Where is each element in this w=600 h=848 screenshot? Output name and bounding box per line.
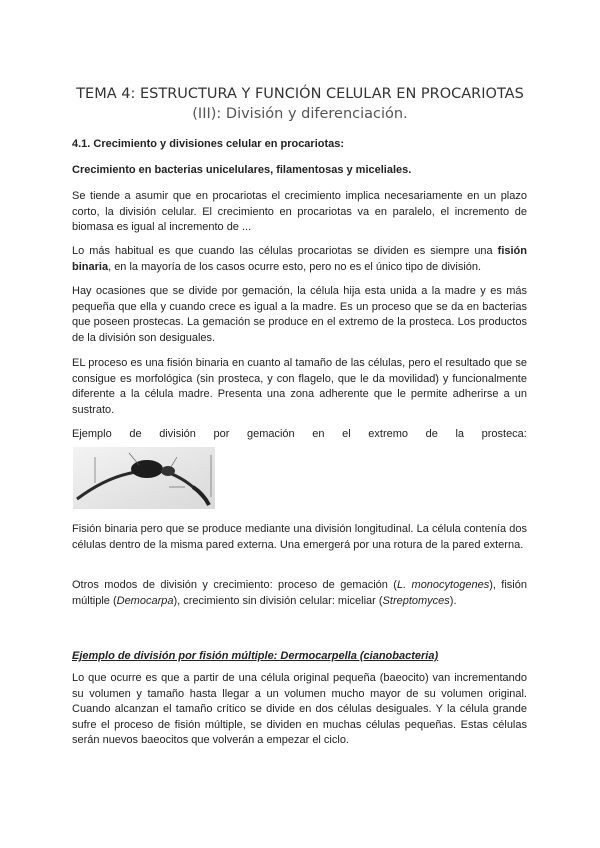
example-word: el bbox=[342, 428, 351, 440]
paragraph-3: Hay ocasiones que se divide por gemación, la célula hija esta unida a la madre y es más pequeña que ella y cuando crece es igual a la madre. Es un proceso que se da en bacterias que poseen prostecas. La gemación se produce en el extremo de la prosteca. Los productos de la división son desiguales. bbox=[72, 285, 527, 344]
paragraph-6-text: ), crecimiento sin división celular: miceliar ( bbox=[173, 594, 383, 607]
paragraph-6-text: Otros modos de división y crecimiento: proceso de gemación ( bbox=[72, 579, 397, 591]
paragraph-2-text-end: , en la mayoría de los casos ocurre esto, pero no es el único tipo de división. bbox=[108, 260, 482, 273]
title-line-2: (III): División y diferenciación. bbox=[192, 106, 408, 122]
example-word: gemación bbox=[246, 428, 295, 440]
example-word: de bbox=[129, 428, 142, 440]
example-line bbox=[72, 427, 527, 443]
paragraph-7: Lo que ocurre es que a partir de una célula original pequeña (baeocito) van incrementando su volumen y tamaño hasta llegar a un volumen mucho mayor de su volumen original. Cuando alcanzan el tamaño crítico se divide en dos células desiguales. Y la célula grande sufre el proceso de fisión múltiple, se dividen en muchas células pequeñas. Estas células serán nuevos baeocitos que volverán a empezar el ciclo. bbox=[72, 672, 527, 746]
example-word: prosteca: bbox=[481, 428, 527, 440]
paragraph-2 bbox=[72, 244, 527, 275]
paragraph-5: Fisión binaria pero que se produce mediante una división longitudinal. La célula contenía dos células dentro de la misma pared externa. Una emergerá por una rotura de la pared externa. bbox=[72, 523, 527, 551]
example-word: la bbox=[455, 428, 465, 440]
budding-micrograph-image bbox=[73, 447, 215, 509]
paragraph-6-text: ). bbox=[449, 594, 457, 607]
paragraph-2-text: Lo más habitual es que cuando las células procariotas se dividen es siempre una bbox=[72, 245, 498, 257]
section-heading: 4.1. Crecimiento y divisiones celular en procariotas: bbox=[72, 138, 345, 150]
example-word: Ejemplo bbox=[72, 428, 112, 440]
section-subheading: Crecimiento en bacterias unicelulares, filamentosas y miceliales. bbox=[72, 164, 412, 176]
example-word: en bbox=[312, 428, 325, 440]
species-name: Streptomyces bbox=[382, 594, 450, 607]
paragraph-4: EL proceso es una fisión binaria en cuanto al tamaño de las células, pero el resultado que se consigue es morfológica (sin prosteca, y con flagelo, que le da movilidad) y funcionalmente diferente a la célula madre. Presenta una zona adherente que le permite adherirse a un sustrato. bbox=[72, 357, 527, 416]
species-name: L. monocytogenes bbox=[396, 579, 490, 591]
paragraph-6-text: ), fisión múltiple ( bbox=[72, 579, 527, 607]
species-name: Democarpa bbox=[116, 594, 174, 607]
paragraph-6 bbox=[72, 578, 527, 609]
title-line-1: TEMA 4: ESTRUCTURA Y FUNCIÓN CELULAR EN PROCARIOTAS bbox=[76, 86, 524, 102]
example-word: por bbox=[213, 428, 230, 440]
example-word: extremo bbox=[368, 428, 409, 440]
paragraph-2-bold: fisión binaria bbox=[72, 245, 527, 273]
example-word: de bbox=[425, 428, 438, 440]
example-word: división bbox=[159, 428, 196, 440]
subsection-heading: Ejemplo de división por fisión múltiple: Dermocarpella (cianobacteria) bbox=[72, 650, 439, 662]
document-title bbox=[40, 84, 560, 124]
paragraph-1: Se tiende a asumir que en procariotas el crecimiento implica necesariamente en un plazo corto, la división celular. El crecimiento en procariotas va en paralelo, el incremento de biomasa es igual al incremento de ... bbox=[72, 190, 527, 233]
